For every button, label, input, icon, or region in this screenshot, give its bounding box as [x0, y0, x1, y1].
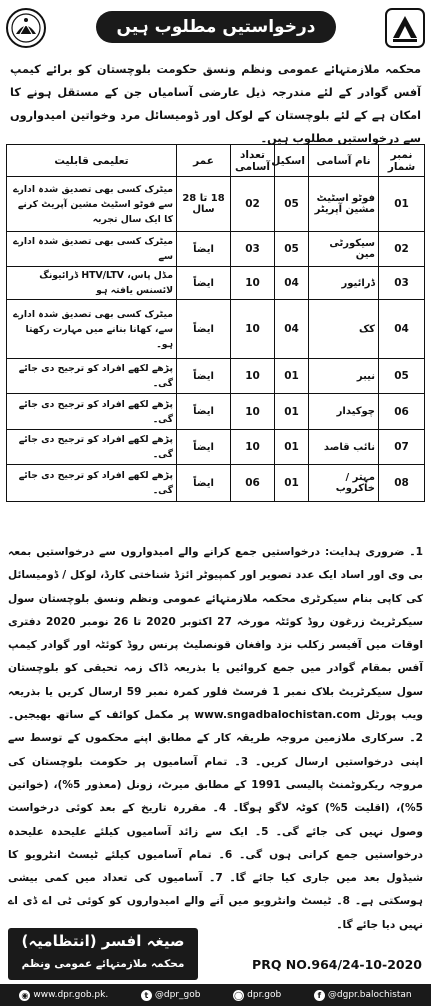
cell-age: ایضاً	[177, 359, 231, 394]
cell-no: 03	[379, 267, 425, 300]
cell-no: 07	[379, 430, 425, 465]
cell-no: 01	[379, 177, 425, 232]
column-header-no: نمبر شمار	[379, 145, 425, 177]
signature-title: صیغہ افسر (انتظامیہ)	[21, 932, 185, 950]
cell-no: 08	[379, 465, 425, 502]
twitter-icon: t	[141, 990, 152, 1001]
instagram-icon: ◯	[234, 990, 244, 1000]
intro-paragraph: محکمہ ملازمتہائے عمومی ونظم ونسق حکومت بلوچستان کو برائے کیمپ آفس گوادر کے لئے مندرجہ ذیل عارضی آسامیاں جن کے مستقل ہونے کا امکان ہے کے لئے بلوچستان کے لوکل اور ڈومیسائل مرد وخواتین امیدواروں سے درخواستیں مطلوب ہیں۔	[10, 63, 421, 145]
footer-website[interactable]	[19, 990, 108, 1001]
cell-scale: 01	[275, 359, 309, 394]
instructions-part-2: پر مکمل کوائف کے ساتھ بھیجیں۔ 2۔ سرکاری ملازمین مروجہ طریقہ کار کے مطابق اپنے محکموں کے توسط سے اپنی درخواستیں ارسال کریں۔ 3۔ تمام آسامیوں پر حکومت بلوچستان کی مروجہ ریکروٹمنٹ پالیسی 1991 کے مطابق میرٹ، زونل (معذور 5%)، (خواتین 5%)، (اقلیت 5%) کوٹہ لاگو ہوگا۔ 4۔ مقررہ تاریخ کے بعد کوئی درخواست وصول نہیں کی جائے گی۔ 5۔ ایک سے زائد آسامیوں کیلئے علیحدہ علیحدہ درخواستیں جمع کرانی ہوں گی۔ 6۔ تمام آسامیوں کیلئے ٹیسٹ انٹرویو کا شیڈول بعد میں جاری کیا جائے گا۔ 7۔ آسامیوں کی تعداد میں کمی بیشی ہوسکتی ہے۔ 8۔ ٹیسٹ وانٹرویو میں آنے والے امیدواروں کو کوئی ٹی اے ڈی اے نہیں دیا جائے گا۔	[8, 709, 424, 931]
cell-scale: 01	[275, 465, 309, 502]
cell-scale: 01	[275, 430, 309, 465]
cell-name: کک	[309, 300, 379, 359]
cell-posts: 10	[231, 359, 275, 394]
footer-website-text: www.dpr.gob.pk.	[33, 990, 109, 1000]
table-row	[7, 430, 425, 465]
cell-qualification: پڑھے لکھے افراد کو ترجیح دی جائے گی۔	[7, 465, 177, 502]
web-portal-link[interactable]: www.sngadbalochistan.com	[194, 709, 361, 722]
cell-scale: 04	[275, 300, 309, 359]
cell-age: ایضاً	[177, 430, 231, 465]
cell-name: مہتر / خاکروب	[309, 465, 379, 502]
instructions-paragraph	[8, 541, 423, 937]
cell-name: چوکیدار	[309, 394, 379, 430]
cell-age: ایضاً	[177, 300, 231, 359]
cell-no: 06	[379, 394, 425, 430]
table-row	[7, 394, 425, 430]
facebook-icon: f	[314, 990, 325, 1001]
cell-qualification: پڑھے لکھے افراد کو ترجیح دی جائے گی۔	[7, 430, 177, 465]
column-header-scale: اسکیل	[275, 145, 309, 177]
cell-age: ایضاً	[177, 465, 231, 502]
cell-scale: 01	[275, 394, 309, 430]
cell-qualification: مڈل پاس، HTV/LTV ڈرائیونگ لائسنس یافتہ ہو	[7, 267, 177, 300]
table-row	[7, 359, 425, 394]
vacancies-table	[6, 144, 425, 502]
table-row	[7, 177, 425, 232]
table-row	[7, 465, 425, 502]
cell-name: ڈرائیور	[309, 267, 379, 300]
footer-facebook[interactable]	[314, 990, 412, 1001]
cell-scale: 05	[275, 232, 309, 267]
globe-icon: ◉	[19, 990, 30, 1001]
cell-age: ایضاً	[177, 267, 231, 300]
footer-facebook-text: @dgpr.balochistan	[327, 990, 412, 1000]
cell-scale: 04	[275, 267, 309, 300]
cell-name: سیکورٹی مین	[309, 232, 379, 267]
signature-block	[8, 928, 198, 980]
header	[0, 0, 431, 56]
column-header-age: عمر	[177, 145, 231, 177]
cell-posts: 10	[231, 300, 275, 359]
cell-name: نائب قاصد	[309, 430, 379, 465]
instructions-part-1: 1۔ ضروری ہدایت: درخواستیں جمع کرانے والے امیدواروں سے درخواستیں بمعہ بی وی اور اساد ایک عدد تصویر اور کمپیوٹر ائزڈ شناختی کارڈ، لوکل / ڈومیسائل کی کاپی بنام سیکرٹری محکمہ ملازمتہائے عمومی ونظم ونسق بلوچستان سول سیکرٹریٹ زرغون روڈ کوئٹہ مورخہ 27 اکتوبر 2020 تا 26 نومبر 2020 دفتری اوقات میں آفیسر زکلب نزد وافغان قونصلیٹ پرنس روڈ کوئٹہ اور گوادر کیمپ آفس بمقام گوادر میں جمع کروائیں یا بذریعہ ڈاک زمہ تحیقی کو بلوچستان سول سیکرٹریٹ بلاک نمبر 1 فرسٹ فلور کمرہ نمبر 59 ارسال کریں یا بذریعہ ویب پورٹل	[8, 546, 424, 722]
footer-instagram[interactable]	[233, 990, 281, 1001]
cell-name: فوٹو اسٹیٹ مشین آپریٹر	[309, 177, 379, 232]
footer-instagram-text: dpr.gob	[247, 990, 282, 1000]
cell-no: 04	[379, 300, 425, 359]
cell-posts: 02	[231, 177, 275, 232]
cell-age: ایضاً	[177, 394, 231, 430]
cell-no: 02	[379, 232, 425, 267]
cell-qualification: میٹرک کسی بھی تصدیق شدہ ادارے سے، کھانا بنانے میں مہارت رکھتا ہو۔	[7, 300, 177, 359]
table-row	[7, 232, 425, 267]
column-header-posts: تعداد آسامی	[231, 145, 275, 177]
cell-qualification: پڑھے لکھے افراد کو ترجیح دی جائے گی۔	[7, 359, 177, 394]
table-header-row	[7, 145, 425, 177]
cell-qualification: میٹرک کسی بھی تصدیق شدہ ادارے سے فوٹو اسٹیٹ مشین آپریٹ کرنے کا ایک سال تجربہ	[7, 177, 177, 232]
cell-age: ایضاً	[177, 232, 231, 267]
signature-department: محکمہ ملازمتہائے عمومی ونظم	[21, 958, 185, 970]
column-header-qualification: تعلیمی قابلیت	[7, 145, 177, 177]
footer-twitter-text: @dpr_gob	[154, 990, 201, 1000]
balochistan-emblem-icon	[6, 8, 46, 48]
cell-posts: 10	[231, 267, 275, 300]
cell-posts: 10	[231, 394, 275, 430]
footer-twitter[interactable]	[141, 990, 201, 1001]
cell-qualification: پڑھے لکھے افراد کو ترجیح دی جائے گی۔	[7, 394, 177, 430]
cell-posts: 10	[231, 430, 275, 465]
cell-no: 05	[379, 359, 425, 394]
column-header-name: نام آسامی	[309, 145, 379, 177]
prq-number: PRQ NO.964/24-10-2020	[252, 957, 422, 972]
cell-posts: 03	[231, 232, 275, 267]
cell-posts: 06	[231, 465, 275, 502]
dpr-logo-icon	[385, 8, 425, 48]
page-title: درخواستیں مطلوب ہیں	[96, 11, 336, 43]
cell-name: نیبر	[309, 359, 379, 394]
cell-age: 18 تا 28 سال	[177, 177, 231, 232]
table-row	[7, 267, 425, 300]
footer-bar	[0, 984, 431, 1006]
cell-qualification: میٹرک کسی بھی تصدیق شدہ ادارے سے	[7, 232, 177, 267]
cell-scale: 05	[275, 177, 309, 232]
table-row	[7, 300, 425, 359]
